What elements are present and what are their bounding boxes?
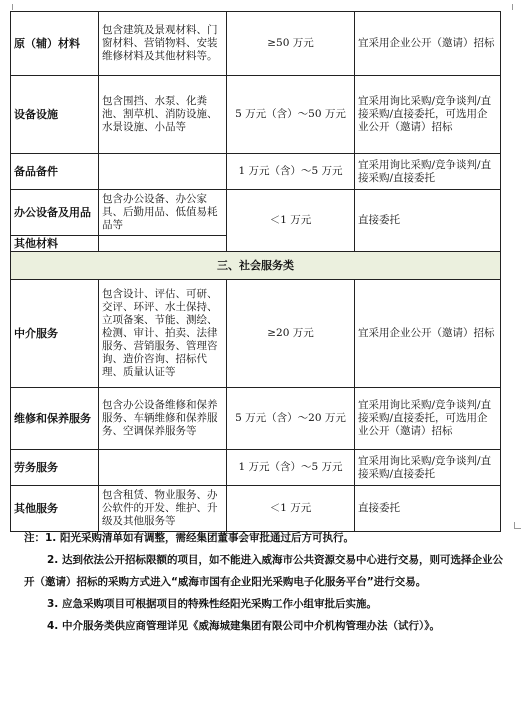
amount-cell: 5 万元（含）～20 万元 — [227, 388, 355, 450]
amount-cell: ＜1 万元 — [227, 190, 355, 252]
note-item: 注：1. 阳光采购清单如有调整，需经集团董事会审批通过后方可执行。 — [24, 532, 354, 544]
table-row — [11, 190, 501, 236]
corner-mark — [512, 4, 519, 10]
method-cell: 宜采用询比采购/竞争谈判/直接采购/直接委托，可选用企业公开（邀请）招标 — [355, 76, 501, 154]
method-cell: 直接委托 — [355, 486, 501, 532]
note-item: 2. 达到依法公开招标限额的项目，如不能进入威海市公共资源交易中心进行交易，则可选择企业公开（邀请）招标的采购方式进入“威海市国有企业阳光采购电子化服务平台”进行交易。 — [24, 554, 503, 588]
amount-cell: 1 万元（含）～5 万元 — [227, 450, 355, 486]
method-cell: 宜采用企业公开（邀请）招标 — [355, 280, 501, 388]
amount-cell: ＜1 万元 — [227, 486, 355, 532]
description-cell: 包含办公设备、办公家具、后勤用品、低值易耗品等 — [99, 190, 227, 236]
description-cell — [99, 236, 227, 252]
amount-cell: ≥50 万元 — [227, 12, 355, 76]
table-row — [11, 280, 501, 388]
category-cell: 设备设施 — [11, 76, 99, 154]
table-row — [11, 76, 501, 154]
corner-mark — [6, 4, 13, 10]
description-cell: 包含办公设备维修和保养服务、车辆维修和保养服务、空调保养服务等 — [99, 388, 227, 450]
method-cell: 宜采用询比采购/竞争谈判/直接采购/直接委托 — [355, 450, 501, 486]
notes-block — [24, 527, 504, 637]
method-cell: 宜采用企业公开（邀请）招标 — [355, 12, 501, 76]
method-cell: 宜采用询比采购/竞争谈判/直接采购/直接委托 — [355, 154, 501, 190]
amount-cell: 5 万元（含）～50 万元 — [227, 76, 355, 154]
description-cell — [99, 154, 227, 190]
category-cell: 劳务服务 — [11, 450, 99, 486]
amount-cell: 1 万元（含）～5 万元 — [227, 154, 355, 190]
table-row — [11, 12, 501, 76]
section-title: 三、社会服务类 — [11, 252, 501, 280]
table-row — [11, 450, 501, 486]
procurement-table — [10, 11, 501, 532]
note-item: 3. 应急采购项目可根据项目的特殊性经阳光采购工作小组审批后实施。 — [47, 598, 377, 610]
category-cell: 其他服务 — [11, 486, 99, 532]
table-row — [11, 486, 501, 532]
category-cell: 其他材料 — [11, 236, 99, 252]
amount-cell: ≥20 万元 — [227, 280, 355, 388]
description-cell: 包含围挡、水泵、化粪池、割草机、消防设施、水景设施、小品等 — [99, 76, 227, 154]
method-cell: 宜采用询比采购/竞争谈判/直接采购/直接委托，可选用企业公开（邀请）招标 — [355, 388, 501, 450]
category-cell: 原（辅）材料 — [11, 12, 99, 76]
description-cell: 包含租赁、物业服务、办公软件的开发、维护、升级及其他服务等 — [99, 486, 227, 532]
section-row — [11, 252, 501, 280]
note-item: 4. 中介服务类供应商管理详见《威海城建集团有限公司中介机构管理办法（试行）》。 — [47, 620, 440, 632]
category-cell: 办公设备及用品 — [11, 190, 99, 236]
description-cell: 包含建筑及景观材料、门窗材料、营销物料、安装维修材料及其他材料等。 — [99, 12, 227, 76]
description-cell — [99, 450, 227, 486]
table-row — [11, 388, 501, 450]
category-cell: 维修和保养服务 — [11, 388, 99, 450]
table-row — [11, 154, 501, 190]
corner-mark — [514, 522, 521, 529]
method-cell: 直接委托 — [355, 190, 501, 252]
category-cell: 备品备件 — [11, 154, 99, 190]
category-cell: 中介服务 — [11, 280, 99, 388]
description-cell: 包含设计、评估、可研、交评、环评、水土保持、立项备案、节能、测绘、检测、审计、拍卖、法律服务、营销服务、管理咨询、造价咨询、招标代理、质量认证等 — [99, 280, 227, 388]
